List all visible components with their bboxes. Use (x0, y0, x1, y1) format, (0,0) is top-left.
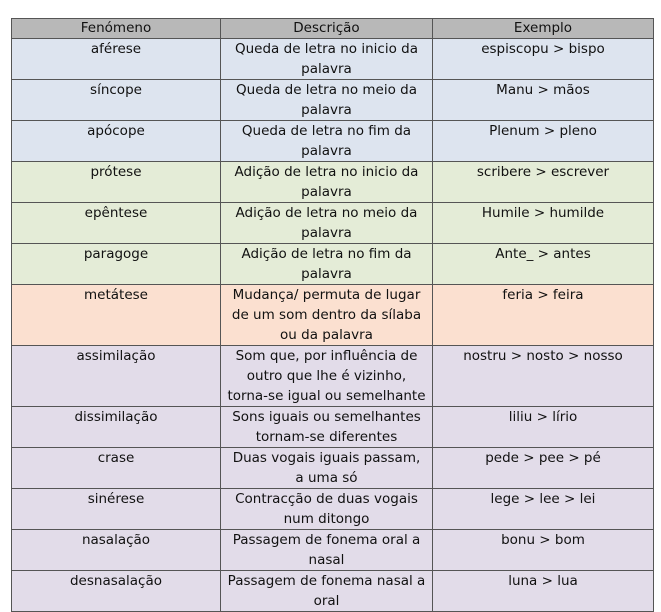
cell-exemplo: lege > lee > lei (433, 489, 654, 530)
cell-exemplo: pede > pee > pé (433, 448, 654, 489)
cell-exemplo: nostru > nosto > nosso (433, 346, 654, 407)
table-row (12, 571, 654, 612)
cell-fenomeno: síncope (12, 80, 221, 121)
cell-descricao: Mudança/ permuta de lugar de um som dentro da sílaba ou da palavra (221, 285, 433, 346)
header-exemplo: Exemplo (433, 19, 654, 39)
cell-descricao: Queda de letra no inicio da palavra (221, 39, 433, 80)
cell-descricao: Adição de letra no inicio da palavra (221, 162, 433, 203)
cell-fenomeno: prótese (12, 162, 221, 203)
cell-exemplo: feria > feira (433, 285, 654, 346)
cell-fenomeno: desnasalação (12, 571, 221, 612)
header-descricao: Descrição (221, 19, 433, 39)
cell-exemplo: Humile > humilde (433, 203, 654, 244)
table-row (12, 530, 654, 571)
cell-exemplo: Plenum > pleno (433, 121, 654, 162)
cell-exemplo: liliu > lírio (433, 407, 654, 448)
table-row (12, 346, 654, 407)
cell-descricao: Queda de letra no fim da palavra (221, 121, 433, 162)
cell-exemplo: luna > lua (433, 571, 654, 612)
cell-exemplo: scribere > escrever (433, 162, 654, 203)
cell-descricao: Som que, por influência de outro que lhe é vizinho, torna-se igual ou semelhante (221, 346, 433, 407)
cell-fenomeno: epêntese (12, 203, 221, 244)
cell-descricao: Passagem de fonema oral a nasal (221, 530, 433, 571)
table-row (12, 39, 654, 80)
cell-descricao: Adição de letra no fim da palavra (221, 244, 433, 285)
cell-exemplo: Ante_ > antes (433, 244, 654, 285)
cell-fenomeno: metátese (12, 285, 221, 346)
table-row (12, 162, 654, 203)
cell-descricao: Sons iguais ou semelhantes tornam-se diferentes (221, 407, 433, 448)
cell-fenomeno: crase (12, 448, 221, 489)
phenomena-table-container (11, 18, 653, 612)
table-row (12, 407, 654, 448)
table-row (12, 203, 654, 244)
cell-descricao: Duas vogais iguais passam, a uma só (221, 448, 433, 489)
table-row (12, 285, 654, 346)
header-fenomeno: Fenómeno (12, 19, 221, 39)
cell-fenomeno: aférese (12, 39, 221, 80)
cell-fenomeno: nasalação (12, 530, 221, 571)
cell-fenomeno: dissimilação (12, 407, 221, 448)
cell-exemplo: bonu > bom (433, 530, 654, 571)
cell-fenomeno: apócope (12, 121, 221, 162)
table-row (12, 80, 654, 121)
cell-descricao: Contracção de duas vogais num ditongo (221, 489, 433, 530)
table-row (12, 489, 654, 530)
cell-fenomeno: sinérese (12, 489, 221, 530)
cell-fenomeno: paragoge (12, 244, 221, 285)
cell-exemplo: Manu > mãos (433, 80, 654, 121)
phenomena-table (11, 18, 654, 612)
table-row (12, 121, 654, 162)
cell-descricao: Passagem de fonema nasal a oral (221, 571, 433, 612)
cell-descricao: Adição de letra no meio da palavra (221, 203, 433, 244)
table-row (12, 448, 654, 489)
table-row (12, 244, 654, 285)
cell-descricao: Queda de letra no meio da palavra (221, 80, 433, 121)
cell-exemplo: espiscopu > bispo (433, 39, 654, 80)
cell-fenomeno: assimilação (12, 346, 221, 407)
table-header-row (12, 19, 654, 39)
